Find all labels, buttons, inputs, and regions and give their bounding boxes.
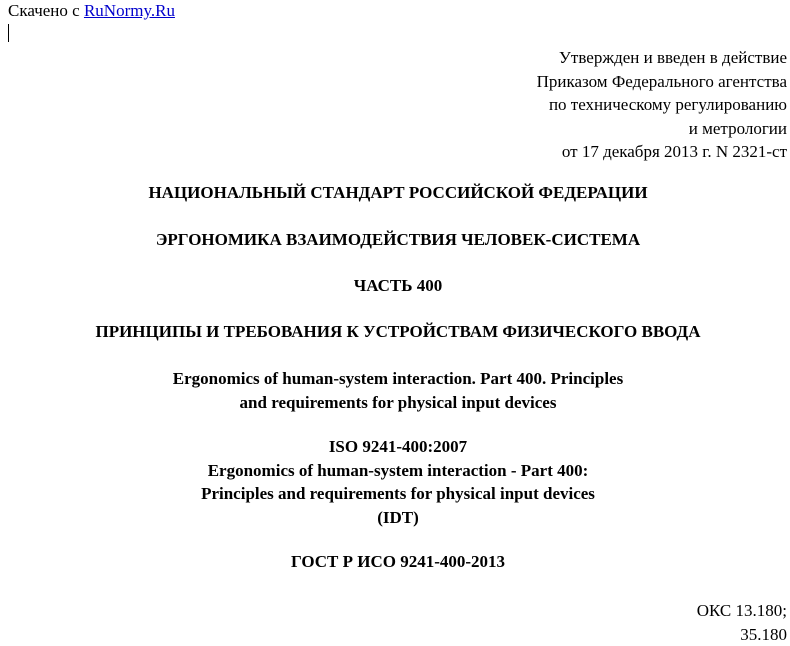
oks-line: 35.180 bbox=[697, 623, 787, 646]
iso-title-line: Principles and requirements for physical input devices bbox=[0, 482, 790, 506]
approval-line: Приказом Федерального агентства bbox=[537, 70, 787, 94]
iso-code: ISO 9241-400:2007 bbox=[0, 435, 790, 459]
iso-title-line: Ergonomics of human-system interaction - Part 400: bbox=[0, 459, 790, 483]
approval-line: Утвержден и введен в действие bbox=[537, 46, 787, 70]
download-source-line bbox=[8, 1, 175, 21]
approval-line: от 17 декабря 2013 г. N 2321-ст bbox=[537, 140, 787, 164]
english-title bbox=[0, 367, 790, 414]
series-title: ЭРГОНОМИКА ВЗАИМОДЕЙСТВИЯ ЧЕЛОВЕК-СИСТЕМА bbox=[0, 228, 790, 251]
idt-label: (IDT) bbox=[0, 506, 790, 530]
approval-block bbox=[537, 46, 787, 164]
download-prefix: Скачено с bbox=[8, 1, 84, 20]
standard-name-title: ПРИНЦИПЫ И ТРЕБОВАНИЯ К УСТРОЙСТВАМ ФИЗИЧЕСКОГО ВВОДА bbox=[0, 320, 790, 343]
text-cursor bbox=[8, 24, 9, 42]
english-title-line: Ergonomics of human-system interaction. Part 400. Principles bbox=[0, 367, 790, 391]
iso-block bbox=[0, 435, 790, 529]
oks-line: ОКС 13.180; bbox=[697, 599, 787, 623]
part-title: ЧАСТЬ 400 bbox=[0, 274, 790, 297]
approval-line: и метрологии bbox=[537, 117, 787, 141]
national-standard-heading: НАЦИОНАЛЬНЫЙ СТАНДАРТ РОССИЙСКОЙ ФЕДЕРАЦИИ bbox=[0, 181, 790, 204]
approval-line: по техническому регулированию bbox=[537, 93, 787, 117]
runormy-link[interactable]: RuNormy.Ru bbox=[84, 1, 175, 20]
english-title-line: and requirements for physical input devices bbox=[0, 391, 790, 415]
oks-block bbox=[697, 599, 787, 646]
gost-designation: ГОСТ Р ИСО 9241-400-2013 bbox=[0, 550, 790, 573]
